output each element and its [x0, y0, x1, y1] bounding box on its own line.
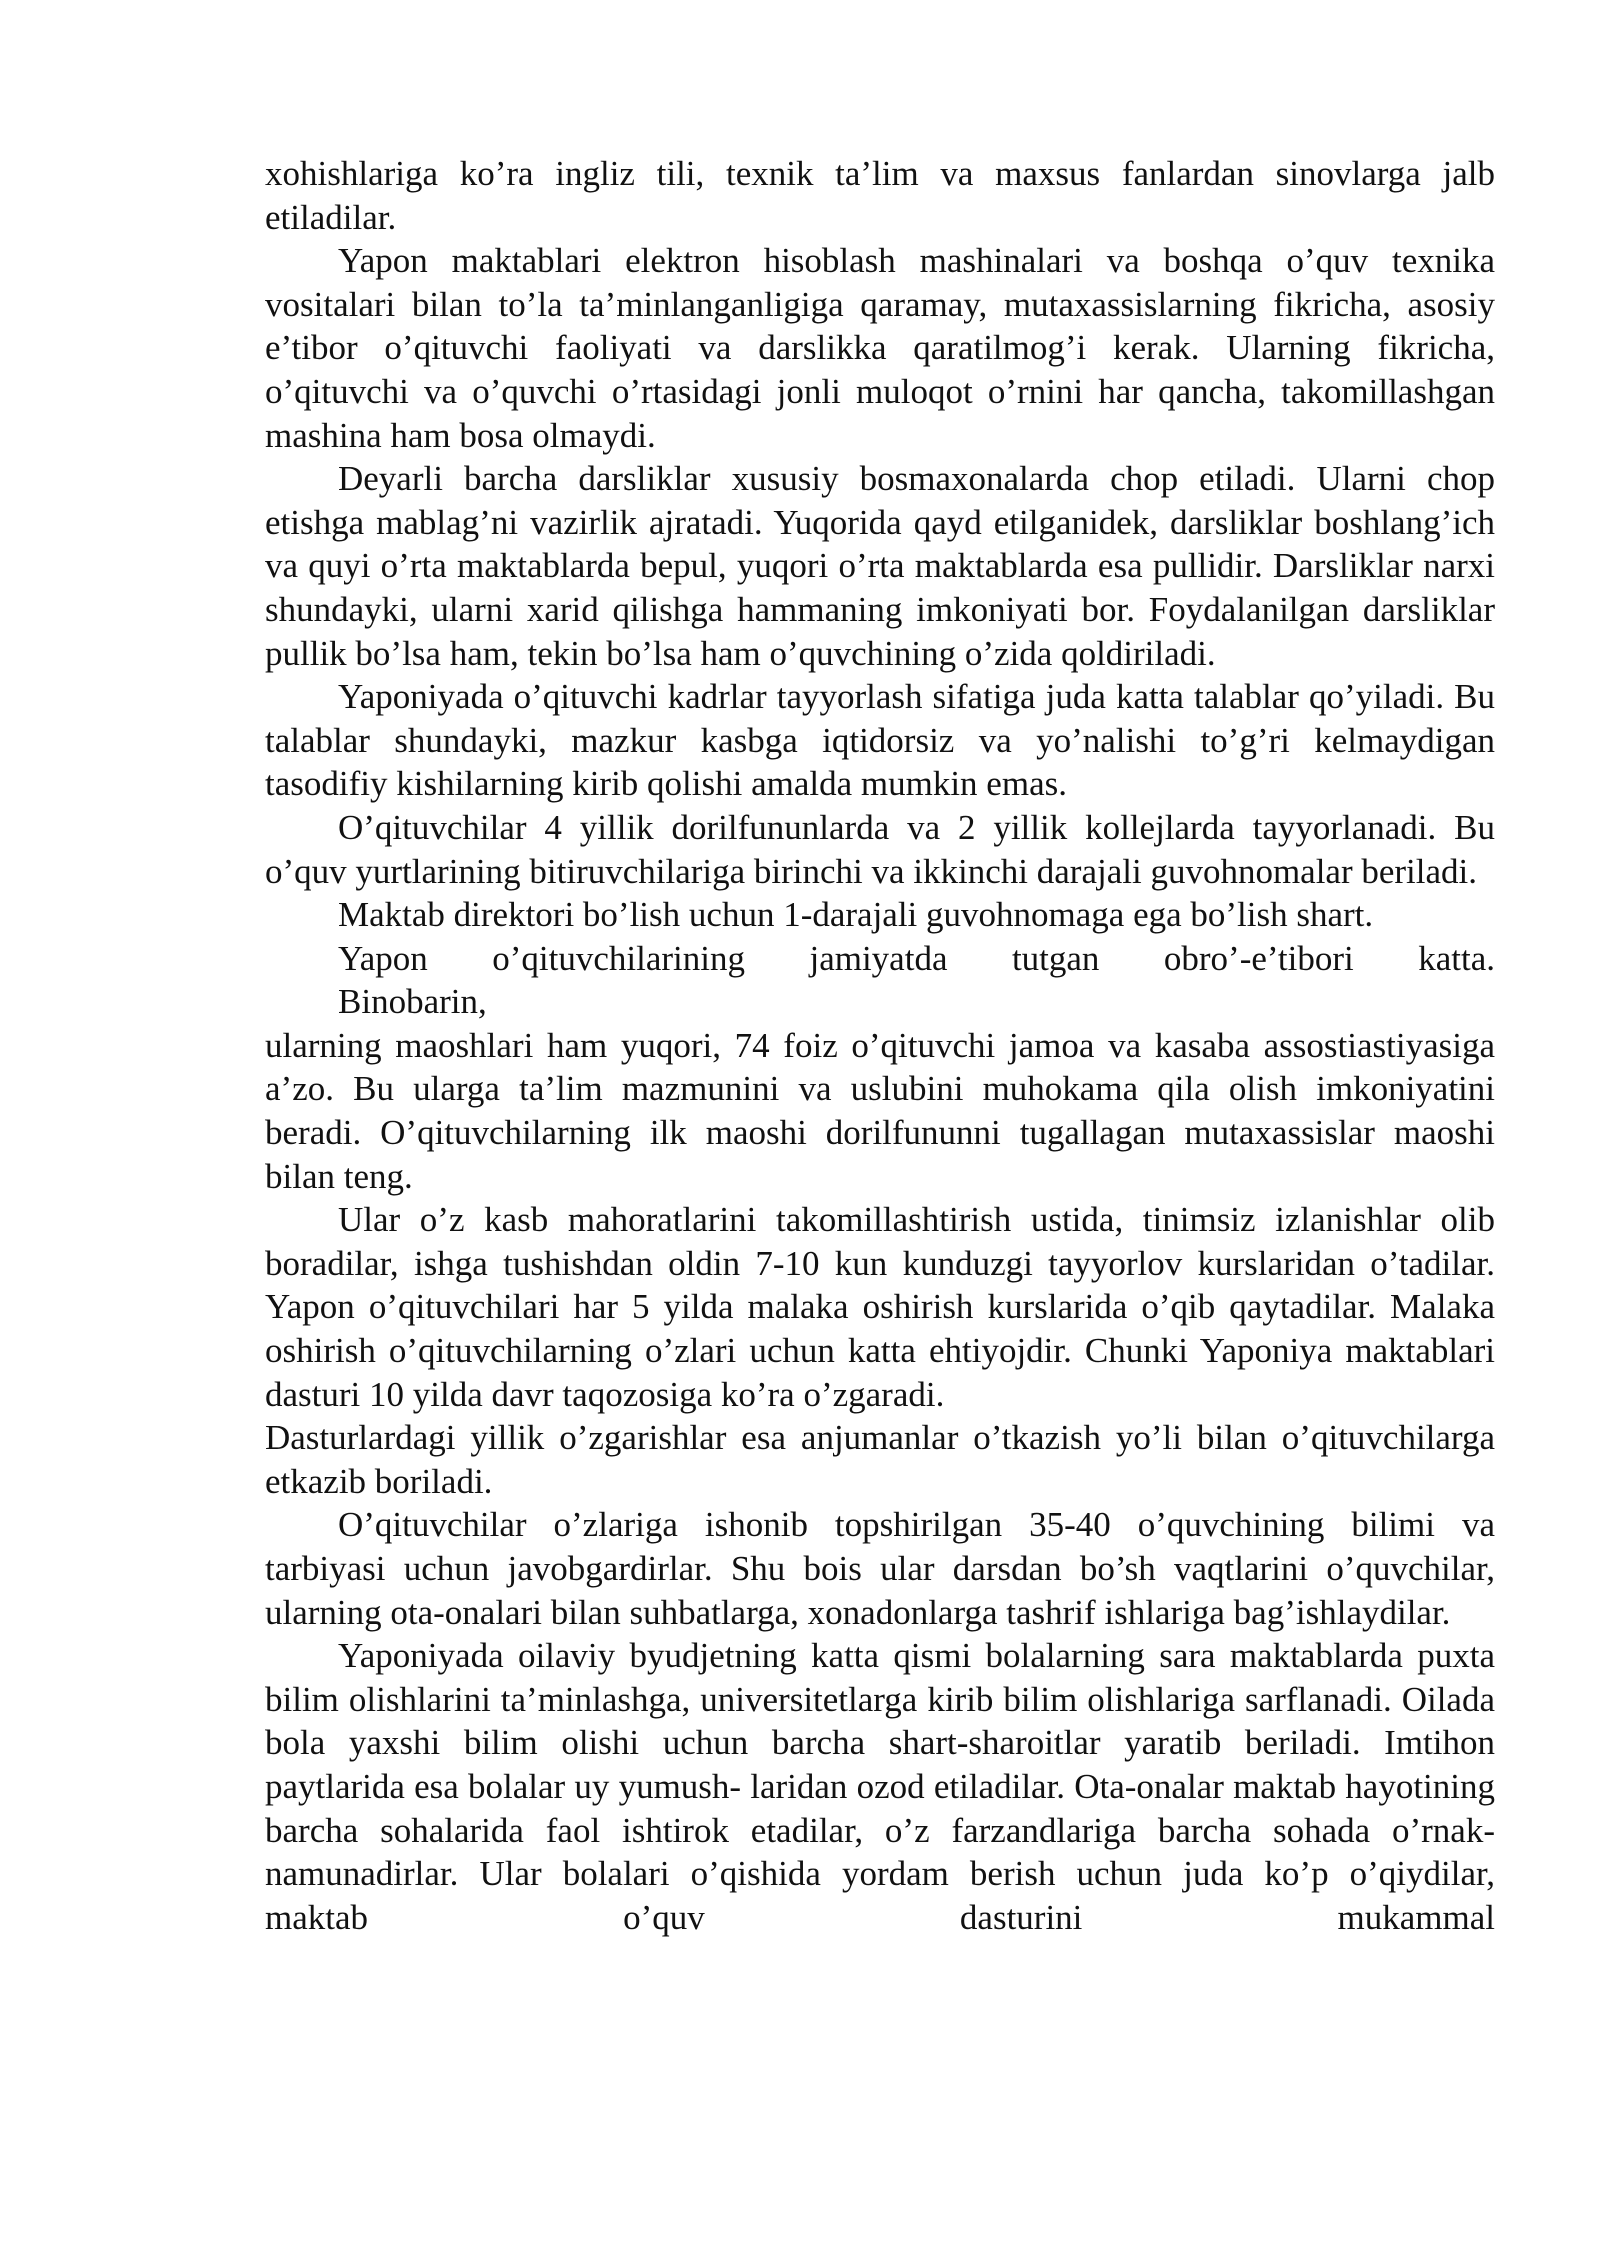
paragraph: xohishlariga ko’ra ingliz tili, texnik ta’lim va maxsus fanlardan sinovlarga jalb etiladilar. [265, 154, 1495, 237]
paragraph: Binobarin, [338, 982, 487, 1022]
paragraph: Deyarli barcha darsliklar xususiy bosmaxonalarda chop etiladi. Ularni chop etishga mablag’ni vazirlik ajratadi. Yuqorida qayd etilganidek, darsliklar boshlang’ich va quyi o’rta maktablarda bepul, yuqori o’rta maktablarda esa pullidir. Darsliklar narxi shundayki, ularni xarid qilishga hammaning imkoniyati bor. Foydalanilgan darsliklar pullik bo’lsa ham, tekin bo’lsa ham o’quvchining o’zida qoldiriladi. [265, 459, 1495, 673]
paragraph: O’qituvchilar 4 yillik dorilfununlarda va 2 yillik kollejlarda tayyorlanadi. Bu o’quv yurtlarining bitiruvchilariga birinchi va ikkinchi darajali guvohnomalar beriladi. [265, 807, 1495, 891]
paragraph: Yaponiyada oilaviy byudjetning katta qismi bolalarning sara maktablarda puxta bilim olishlarini ta’minlashga, universitetlarga kirib bilim olishlariga sarflanadi. Oilada bola yaxshi bilim olishi uchun barcha shart-sharoitlar yaratib beriladi. Imtihon paytlarida esa bolalar uy yumush- laridan ozod etiladilar. Ota-onalar maktab hayotining barcha sohalarida faol ishtirok etadilar, o’z farzandlariga barcha sohada o’rnak-namunadirlar. Ular bolalari o’qishida yordam berish uchun juda ko’p o’qiydilar, maktab o’quv dasturini mukammal [265, 1636, 1495, 1937]
document-body [265, 152, 1495, 1939]
paragraph: Yaponiyada o’qituvchi kadrlar tayyorlash sifatiga juda katta talablar qo’yiladi. Bu talablar shundayki, mazkur kasbga iqtidorsiz va yo’nalishi to’g’ri kelmaydigan tasodifiy kishilarning kirib qolishi amalda mumkin emas. [265, 677, 1495, 804]
paragraph: Dasturlardagi yillik o’zgarishlar esa anjumanlar o’tkazish yo’li bilan o’qituvchilarga etkazib boriladi. [265, 1418, 1495, 1501]
paragraph: Maktab direktori bo’lish uchun 1-darajali guvohnomaga ega bo’lish shart. [338, 895, 1374, 935]
paragraph: Yapon o’qituvchilarining jamiyatda tutgan obro’-e’tibori katta. [338, 938, 1495, 978]
paragraph: Yapon maktablari elektron hisoblash mashinalari va boshqa o’quv texnika vositalari bilan to’la ta’minlanganligiga qaramay, mutaxassislarning fikricha, asosiy e’tibor o’qituvchi faoliyati va darslikka qaratilmog’i kerak. Ularning fikricha, o’qituvchi va o’quvchi o’rtasidagi jonli muloqot o’rnini har qancha, takomillashgan mashina ham bosa olmaydi. [265, 241, 1495, 455]
paragraph: ularning maoshlari ham yuqori, 74 foiz o’qituvchi jamoa va kasaba assostiastiyasiga a’zo. Bu ularga ta’lim mazmunini va uslubini muhokama qila olish imkoniyatini beradi. O’qituvchilarning ilk maoshi dorilfununni tugallagan mutaxassislar maoshi bilan teng. [265, 1025, 1495, 1196]
paragraph: O’qituvchilar o’zlariga ishonib topshirilgan 35-40 o’quvchining bilimi va tarbiyasi uchun javobgardirlar. Shu bois ular darsdan bo’sh vaqtlarini o’quvchilar, ularning ota-onalari bilan suhbatlarga, xonadonlarga tashrif ishlariga bag’ishlaydilar. [265, 1505, 1495, 1632]
paragraph: Ular o’z kasb mahoratlarini takomillashtirish ustida, tinimsiz izlanishlar olib boradilar, ishga tushishdan oldin 7-10 kun kunduzgi tayyorlov kurslaridan o’tadilar. Yapon o’qituvchilari har 5 yilda malaka oshirish kurslarida o’qib qaytadilar. Malaka oshirish o’qituvchilarning o’zlari uchun katta ehtiyojdir. Chunki Yaponiya maktablari dasturi 10 yilda davr taqozosiga ko’ra o’zgaradi. [265, 1200, 1495, 1414]
